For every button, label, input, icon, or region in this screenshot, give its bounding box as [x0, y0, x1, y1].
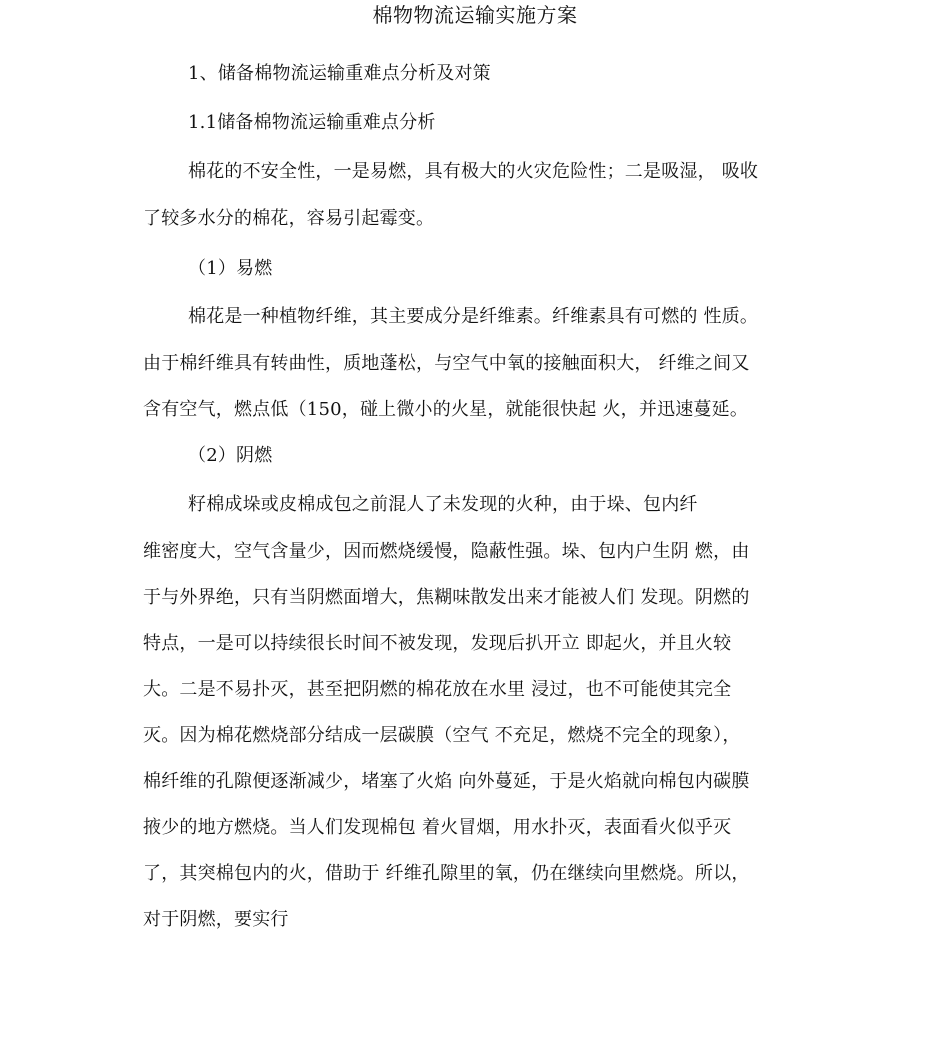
subheading-smoldering: （2）阴燃	[188, 445, 273, 466]
paragraph-line: 棉花是一种植物纤维，其主要成分是纤维素。纤维素具有可燃的 性质。	[188, 306, 759, 327]
paragraph-line: 大。二是不易扑灭，甚至把阴燃的棉花放在水里 浸过，也不可能使其完全	[143, 679, 732, 700]
paragraph-line: 灭。因为棉花燃烧部分结成一层碳膜（空气 不充足，燃烧不完全的现象），	[143, 725, 741, 746]
paragraph-line: 对于阴燃，要实行	[143, 909, 289, 930]
paragraph-line: 维密度大，空气含量少，因而燃烧缓慢，隐蔽性强。垛、包内户生阴 燃，由	[143, 541, 750, 562]
paragraph-line: 由于棉纤维具有转曲性，质地蓬松，与空气中氧的接触面积大， 纤维之间又	[143, 353, 750, 374]
paragraph-line: 籽棉成垛或皮棉成包之前混人了未发现的火种，由于垛、包内纤	[188, 494, 698, 515]
subheading-flammable: （1）易燃	[188, 258, 273, 279]
section-heading-1: 1、储备棉物流运输重难点分析及对策	[188, 63, 491, 84]
paragraph-line: 掖少的地方燃烧。当人们发现棉包 着火冒烟，用水扑灭，表面看火似乎灭	[143, 817, 732, 838]
paragraph-line: 棉花的不安全性，一是易燃，具有极大的火灾危险性；二是吸湿， 吸收	[188, 161, 759, 182]
paragraph-line: 含有空气，燃点低（150，碰上微小的火星，就能很快起 火，并迅速蔓延。	[143, 399, 749, 420]
section-heading-1-1: 1.1储备棉物流运输重难点分析	[188, 112, 436, 133]
paragraph-line: 棉纤维的孔隙便逐渐减少，堵塞了火焰 向外蔓延，于是火焰就向棉包内碳膜	[143, 771, 750, 792]
paragraph-line: 了，其突棉包内的火，借助于 纤维孔隙里的氧，仍在继续向里燃烧。所以，	[143, 863, 750, 884]
document-title: 棉物物流运输实施方案	[372, 3, 578, 27]
paragraph-line: 于与外界绝，只有当阴燃面增大，焦糊味散发出来才能被人们 发现。阴燃的	[143, 587, 750, 608]
paragraph-line: 了较多水分的棉花，容易引起霉变。	[143, 208, 435, 229]
paragraph-line: 特点，一是可以持续很长时间不被发现，发现后扒开立 即起火，并且火较	[143, 633, 732, 654]
